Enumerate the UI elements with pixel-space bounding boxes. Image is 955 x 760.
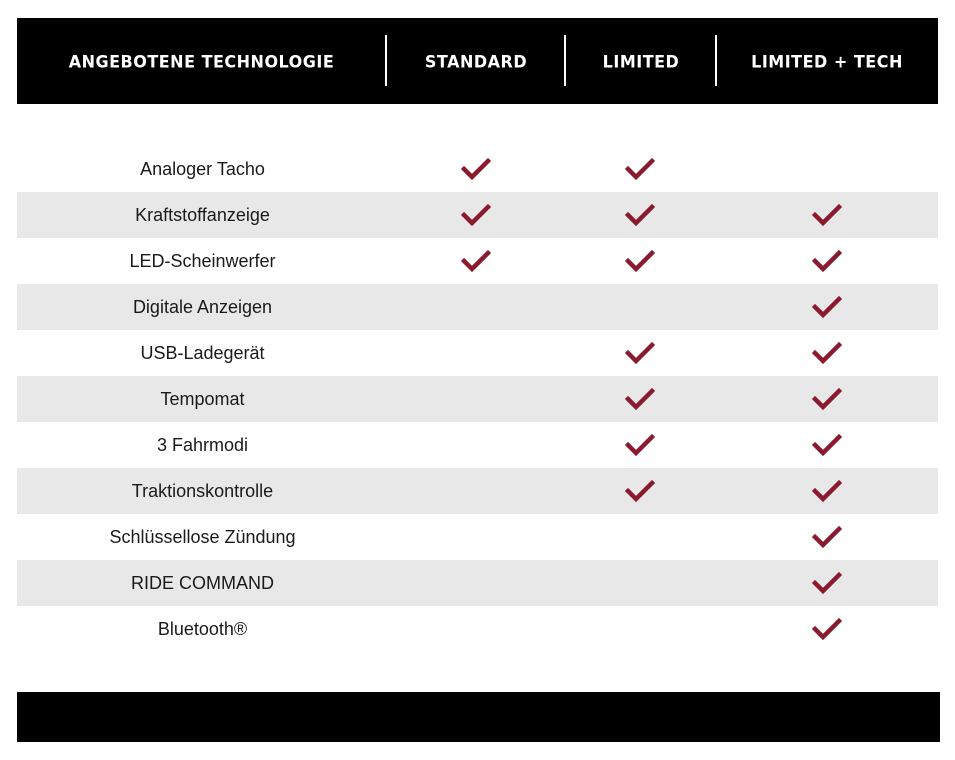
checkmark-icon xyxy=(812,571,842,595)
limited-tech-cell xyxy=(797,560,857,606)
limited-tech-cell xyxy=(797,146,857,192)
limited-cell xyxy=(610,238,670,284)
table-row xyxy=(17,146,938,192)
limited-tech-cell xyxy=(797,238,857,284)
header-limited: LIMITED xyxy=(602,51,680,71)
checkmark-icon xyxy=(461,249,491,273)
limited-tech-cell xyxy=(797,468,857,514)
checkmark-icon xyxy=(812,341,842,365)
table-row xyxy=(17,376,938,422)
standard-cell xyxy=(446,514,506,560)
header-limited-tech: LIMITED + TECH xyxy=(751,51,903,71)
table-row xyxy=(17,192,938,238)
feature-label: Digitale Anzeigen xyxy=(132,296,273,317)
checkmark-icon xyxy=(625,157,655,181)
checkmark-icon xyxy=(461,203,491,227)
checkmark-icon xyxy=(812,249,842,273)
table-row xyxy=(17,514,938,560)
standard-cell xyxy=(446,284,506,330)
limited-cell xyxy=(610,606,670,652)
table-row xyxy=(17,606,938,652)
limited-tech-cell xyxy=(797,422,857,468)
standard-cell xyxy=(446,330,506,376)
feature-label: Bluetooth® xyxy=(157,618,248,639)
feature-label: RIDE COMMAND xyxy=(131,572,274,593)
table-row xyxy=(17,468,938,514)
limited-cell xyxy=(610,192,670,238)
limited-tech-cell xyxy=(797,376,857,422)
table-header xyxy=(17,18,938,104)
checkmark-icon xyxy=(625,341,655,365)
standard-cell xyxy=(446,376,506,422)
limited-cell xyxy=(610,514,670,560)
footer-bar xyxy=(17,692,940,742)
feature-label: USB-Ladegerät xyxy=(140,342,265,363)
limited-cell xyxy=(610,330,670,376)
feature-label: Kraftstoffanzeige xyxy=(135,204,270,225)
checkmark-icon xyxy=(625,249,655,273)
checkmark-icon xyxy=(812,295,842,319)
feature-label: Tempomat xyxy=(160,388,245,409)
checkmark-icon xyxy=(625,387,655,411)
feature-label: 3 Fahrmodi xyxy=(156,434,249,455)
limited-tech-cell xyxy=(797,284,857,330)
limited-cell xyxy=(610,422,670,468)
standard-cell xyxy=(446,468,506,514)
checkmark-icon xyxy=(812,203,842,227)
standard-cell xyxy=(446,606,506,652)
checkmark-icon xyxy=(625,203,655,227)
limited-cell xyxy=(610,146,670,192)
feature-label: Traktionskontrolle xyxy=(131,480,274,501)
table-row xyxy=(17,284,938,330)
checkmark-icon xyxy=(812,479,842,503)
feature-label: Analoger Tacho xyxy=(140,158,265,179)
limited-tech-cell xyxy=(797,192,857,238)
checkmark-icon xyxy=(625,433,655,457)
standard-cell xyxy=(446,192,506,238)
checkmark-icon xyxy=(812,433,842,457)
limited-tech-cell xyxy=(797,514,857,560)
limited-tech-cell xyxy=(797,330,857,376)
table-row xyxy=(17,422,938,468)
standard-cell xyxy=(446,146,506,192)
checkmark-icon xyxy=(625,479,655,503)
standard-cell xyxy=(446,422,506,468)
table-row xyxy=(17,238,938,284)
standard-cell xyxy=(446,560,506,606)
table-row xyxy=(17,330,938,376)
limited-cell xyxy=(610,468,670,514)
checkmark-icon xyxy=(461,157,491,181)
limited-cell xyxy=(610,284,670,330)
checkmark-icon xyxy=(812,387,842,411)
limited-cell xyxy=(610,560,670,606)
limited-cell xyxy=(610,376,670,422)
feature-rows xyxy=(17,146,938,652)
table-row xyxy=(17,560,938,606)
header-standard: STANDARD xyxy=(424,51,528,71)
header-technology: ANGEBOTENE TECHNOLOGIE xyxy=(68,51,335,71)
standard-cell xyxy=(446,238,506,284)
checkmark-icon xyxy=(812,525,842,549)
feature-label: Schlüssellose Zündung xyxy=(109,526,296,547)
feature-label: LED-Scheinwerfer xyxy=(129,250,276,271)
checkmark-icon xyxy=(812,617,842,641)
limited-tech-cell xyxy=(797,606,857,652)
